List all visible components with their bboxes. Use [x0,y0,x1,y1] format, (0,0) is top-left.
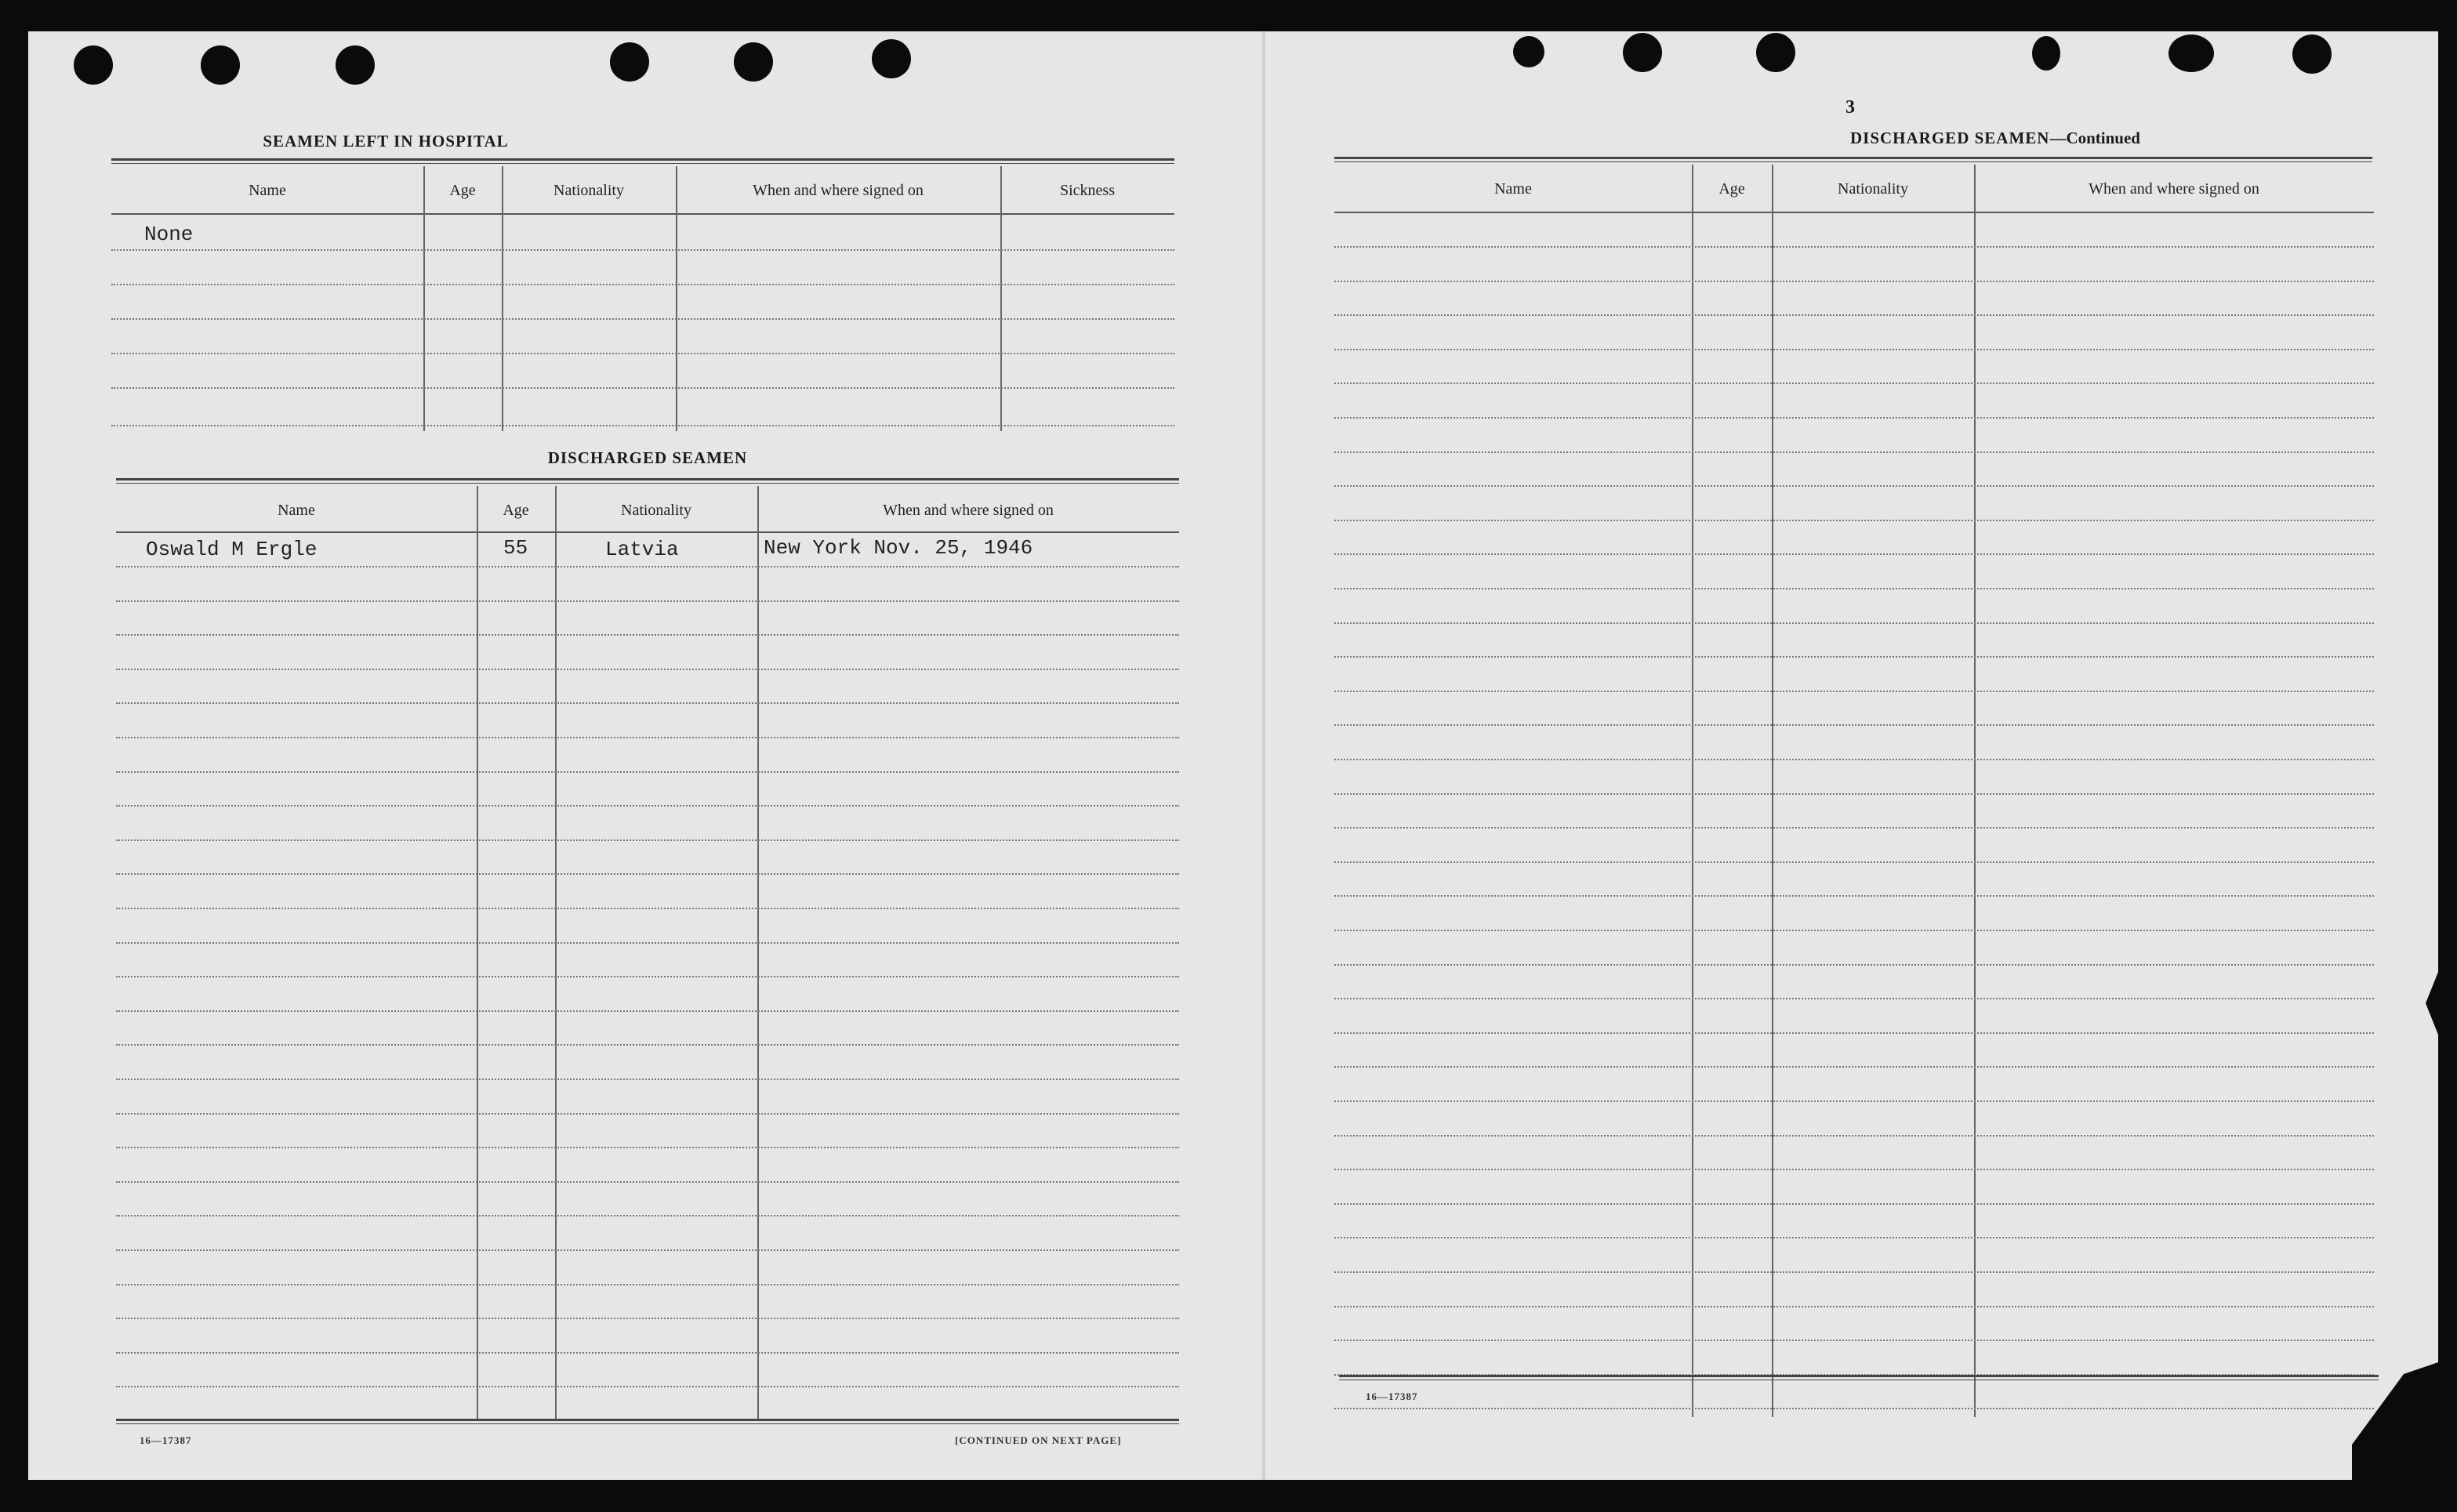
table-row [116,805,1179,807]
table-row [1334,1306,2374,1307]
column-header-signed-on: When and where signed on [883,502,1054,519]
column-header-age: Age [1718,180,1745,198]
table-row [1334,622,2374,624]
table-row [1334,1135,2374,1137]
table-row [1334,246,2374,248]
torn-edge [2426,972,2438,1035]
continued-section-title [1265,129,2457,148]
hospital-entry-name: None [144,223,194,246]
column-header-nationality: Nationality [621,502,691,519]
table-row [116,702,1179,704]
table-row [116,1249,1179,1251]
column-header-name: Name [278,502,315,519]
table-row [116,600,1179,602]
table-row [111,353,1174,354]
column-divider [1974,165,1976,1417]
column-header-name: Name [249,182,286,199]
continued-title-suffix: —Continued [2049,129,2140,147]
form-number: 16—17387 [1366,1391,1418,1402]
table-row [111,387,1174,389]
column-divider [1772,165,1773,1417]
column-divider [477,486,478,1420]
table-row [111,318,1174,320]
page-number: 3 [1845,97,1855,118]
table-row [1334,417,2374,419]
table-row [116,1318,1179,1319]
table-row [116,908,1179,909]
table-row [1334,1271,2374,1273]
table-row [1334,1169,2374,1170]
table-row [116,1147,1179,1148]
table-row [116,873,1179,875]
table-row [111,284,1174,285]
column-header-age: Age [449,182,476,199]
table-row [116,1181,1179,1183]
table-row [116,942,1179,944]
table-row [1334,930,2374,931]
table-row [1334,759,2374,760]
table-row [1334,691,2374,692]
discharged-table [116,486,1179,1420]
table-row [116,976,1179,977]
table-row [116,1113,1179,1115]
table-row [1334,1100,2374,1102]
table-row [1334,998,2374,999]
column-header-sickness: Sickness [1060,182,1115,199]
table-row [116,1010,1179,1012]
table-row [1334,1408,2374,1409]
table-row [116,1386,1179,1387]
form-number: 16—17387 [140,1434,192,1446]
table-row [1334,1203,2374,1205]
column-divider [555,486,557,1420]
column-divider [676,166,677,431]
table-row [1334,383,2374,384]
continued-title-main: DISCHARGED SEAMEN [1850,129,2050,147]
table-row [1334,314,2374,316]
hospital-section-title: SEAMEN LEFT IN HOSPITAL [263,132,509,150]
left-bottom-rule [116,1419,1179,1424]
hospital-title-rule [111,158,1174,164]
discharged-entry-signed-on: New York Nov. 25, 1946 [764,536,1033,560]
table-row [1334,1066,2374,1068]
table-row [1334,588,2374,589]
column-header-nationality: Nationality [553,182,624,199]
table-row [1334,451,2374,453]
column-header-nationality: Nationality [1838,180,1908,198]
discharged-section-title: DISCHARGED SEAMEN [547,448,748,467]
table-row [1334,861,2374,863]
table-row [116,669,1179,670]
table-row [116,1079,1179,1080]
column-divider [1692,165,1693,1417]
hospital-table [111,166,1174,431]
table-row [1334,520,2374,521]
table-row [116,566,1179,567]
column-header-name: Name [1494,180,1532,198]
column-divider [1000,166,1002,431]
discharged-continued-table [1334,165,2374,1417]
table-row [116,771,1179,773]
discharged-entry-nationality: Latvia [605,538,679,561]
left-page [28,31,1262,1480]
column-header-signed-on: When and where signed on [753,182,924,199]
table-row [1334,656,2374,658]
table-row [116,839,1179,841]
column-divider [502,166,503,431]
table-row [116,737,1179,738]
column-divider [757,486,759,1420]
table-row [1334,553,2374,555]
table-row [1334,724,2374,726]
table-row [1334,485,2374,487]
hospital-table-header [111,166,1174,215]
table-row [1334,793,2374,795]
table-row [1334,1237,2374,1238]
continued-note: [CONTINUED ON NEXT PAGE] [955,1434,1122,1446]
table-row [116,634,1179,636]
table-row [1334,895,2374,897]
column-header-age: Age [503,502,529,519]
discharged-entry-age: 55 [503,536,528,560]
table-row [116,1284,1179,1285]
right-bottom-rule [1339,1375,2379,1380]
scanned-document [28,31,2438,1480]
table-row [1334,827,2374,829]
discharged-entry-name: Oswald M Ergle [146,538,318,561]
table-row [116,1215,1179,1216]
table-row [1334,964,2374,966]
table-row [111,425,1174,426]
continued-table-header [1334,165,2374,213]
table-row [1334,1340,2374,1341]
right-page [1265,31,2438,1480]
table-row [1334,281,2374,282]
table-row [111,249,1174,251]
column-header-signed-on: When and where signed on [2089,180,2259,198]
table-row [116,1044,1179,1046]
discharged-table-header [116,486,1179,533]
column-divider [423,166,425,431]
discharged-title-rule [116,478,1179,484]
table-row [1334,1032,2374,1034]
right-title-rule [1334,157,2372,162]
table-row [1334,349,2374,350]
table-row [116,1352,1179,1354]
